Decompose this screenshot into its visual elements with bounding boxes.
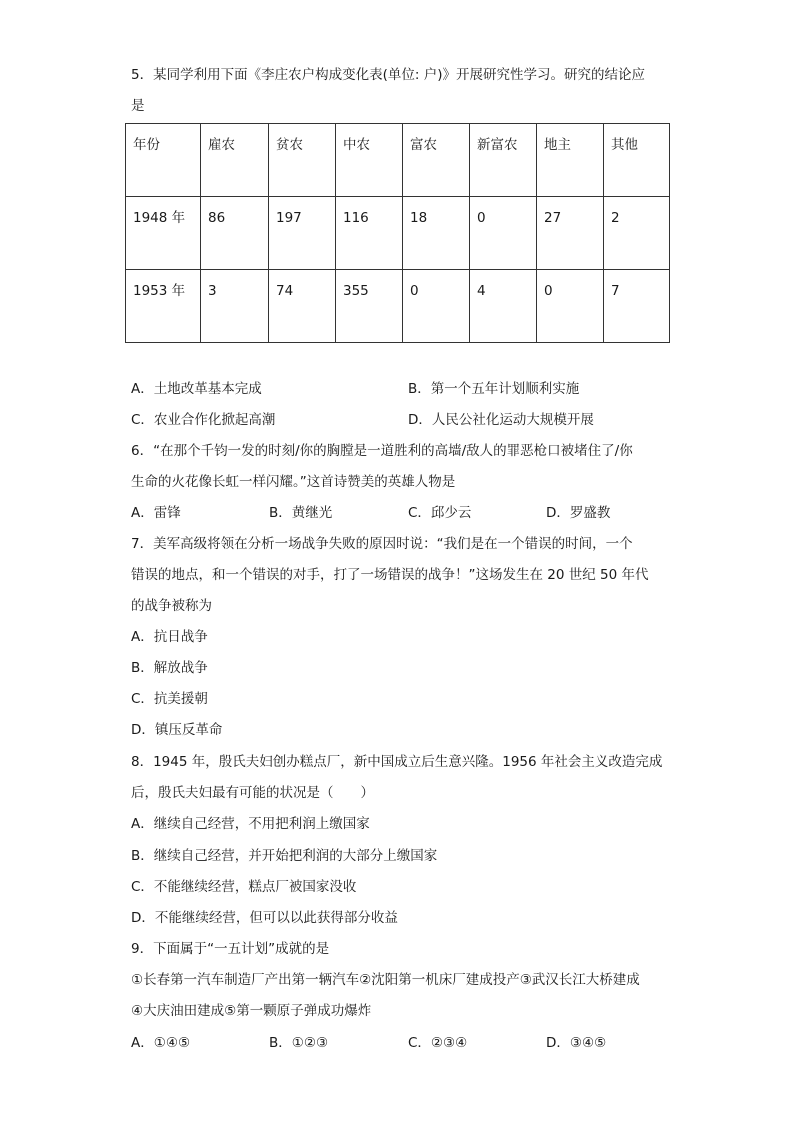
q6-option-c: C．邱少云 (408, 505, 472, 521)
q7-option-b: B．解放战争 (131, 660, 208, 676)
q8-stem-line1: 8．1945 年，殷氏夫妇创办糕点厂，新中国成立后生意兴隆。1956 年社会主义改造完成 (131, 754, 663, 770)
table-cell: 116 (336, 197, 403, 270)
q9-option-c: C．②③④ (408, 1035, 468, 1051)
table-cell: 7 (604, 270, 670, 343)
q5-stem-line2: 是 (131, 98, 145, 114)
table-cell: 74 (269, 270, 336, 343)
table-header-cell: 雇农 (201, 124, 269, 197)
q6-stem-line1: 6．“在那个千钧一发的时刻/你的胸膛是一道胜利的高墙/敌人的罪恶枪口被堵住了/你 (131, 443, 633, 459)
q7-stem-line1: 7．美军高级将领在分析一场战争失败的原因时说：“我们是在一个错误的时间，一个 (131, 536, 633, 552)
q9-option-a: A．①④⑤ (131, 1035, 191, 1051)
q7-option-c: C．抗美援朝 (131, 691, 208, 707)
table-header-cell: 其他 (604, 124, 670, 197)
table-header-cell: 新富农 (470, 124, 537, 197)
q8-option-b: B．继续自己经营，并开始把利润的大部分上缴国家 (131, 848, 438, 864)
table-cell: 4 (470, 270, 537, 343)
table-cell: 0 (470, 197, 537, 270)
table-cell: 86 (201, 197, 269, 270)
q6-option-a: A．雷锋 (131, 505, 181, 521)
table-cell: 1953 年 (126, 270, 201, 343)
q9-stem-line3: ④大庆油田建成⑤第一颗原子弹成功爆炸 (131, 1003, 372, 1019)
q8-option-d: D．不能继续经营，但可以以此获得部分收益 (131, 910, 398, 926)
q7-option-a: A．抗日战争 (131, 629, 208, 645)
q5-option-c: C．农业合作化掀起高潮 (131, 412, 276, 428)
table-row (126, 197, 670, 270)
table-cell: 1948 年 (126, 197, 201, 270)
q9-option-b: B．①②③ (269, 1035, 329, 1051)
q6-option-d: D．罗盛教 (546, 505, 611, 521)
table-cell: 27 (537, 197, 604, 270)
q6-stem-line2: 生命的火花像长虹一样闪耀。”这首诗赞美的英雄人物是 (131, 474, 456, 490)
q7-stem-line3: 的战争被称为 (131, 598, 212, 614)
q7-option-d: D．镇压反革命 (131, 722, 223, 738)
table-cell: 18 (403, 197, 470, 270)
table-cell: 355 (336, 270, 403, 343)
table-cell: 2 (604, 197, 670, 270)
table-cell: 0 (537, 270, 604, 343)
q5-option-b: B．第一个五年计划顺利实施 (408, 381, 580, 397)
q9-stem-line2: ①长春第一汽车制造厂产出第一辆汽车②沈阳第一机床厂建成投产③武汉长江大桥建成 (131, 972, 640, 988)
q5-table (125, 123, 670, 343)
table-row (126, 270, 670, 343)
table-cell: 0 (403, 270, 470, 343)
q6-option-b: B．黄继光 (269, 505, 333, 521)
q9-stem-line1: 9．下面属于“一五计划”成就的是 (131, 941, 330, 957)
table-header-cell: 贫农 (269, 124, 336, 197)
q5-option-a: A．土地改革基本完成 (131, 381, 262, 397)
table-header-cell: 地主 (537, 124, 604, 197)
q8-option-a: A．继续自己经营，不用把利润上缴国家 (131, 816, 370, 832)
q5-option-d: D．人民公社化运动大规模开展 (408, 412, 594, 428)
table-header-cell: 中农 (336, 124, 403, 197)
table-header-cell: 富农 (403, 124, 470, 197)
q8-option-c: C．不能继续经营，糕点厂被国家没收 (131, 879, 357, 895)
q8-stem-line2: 后，殷氏夫妇最有可能的状况是（ ） (131, 785, 374, 801)
table-header-row (126, 124, 670, 197)
q9-option-d: D．③④⑤ (546, 1035, 607, 1051)
table-header-cell: 年份 (126, 124, 201, 197)
table-cell: 197 (269, 197, 336, 270)
q7-stem-line2: 错误的地点，和一个错误的对手，打了一场错误的战争！”这场发生在 20 世纪 50 年代 (131, 567, 649, 583)
table-cell: 3 (201, 270, 269, 343)
q5-stem-line1: 5．某同学利用下面《李庄农户构成变化表(单位: 户)》开展研究性学习。研究的结论应 (131, 67, 645, 83)
